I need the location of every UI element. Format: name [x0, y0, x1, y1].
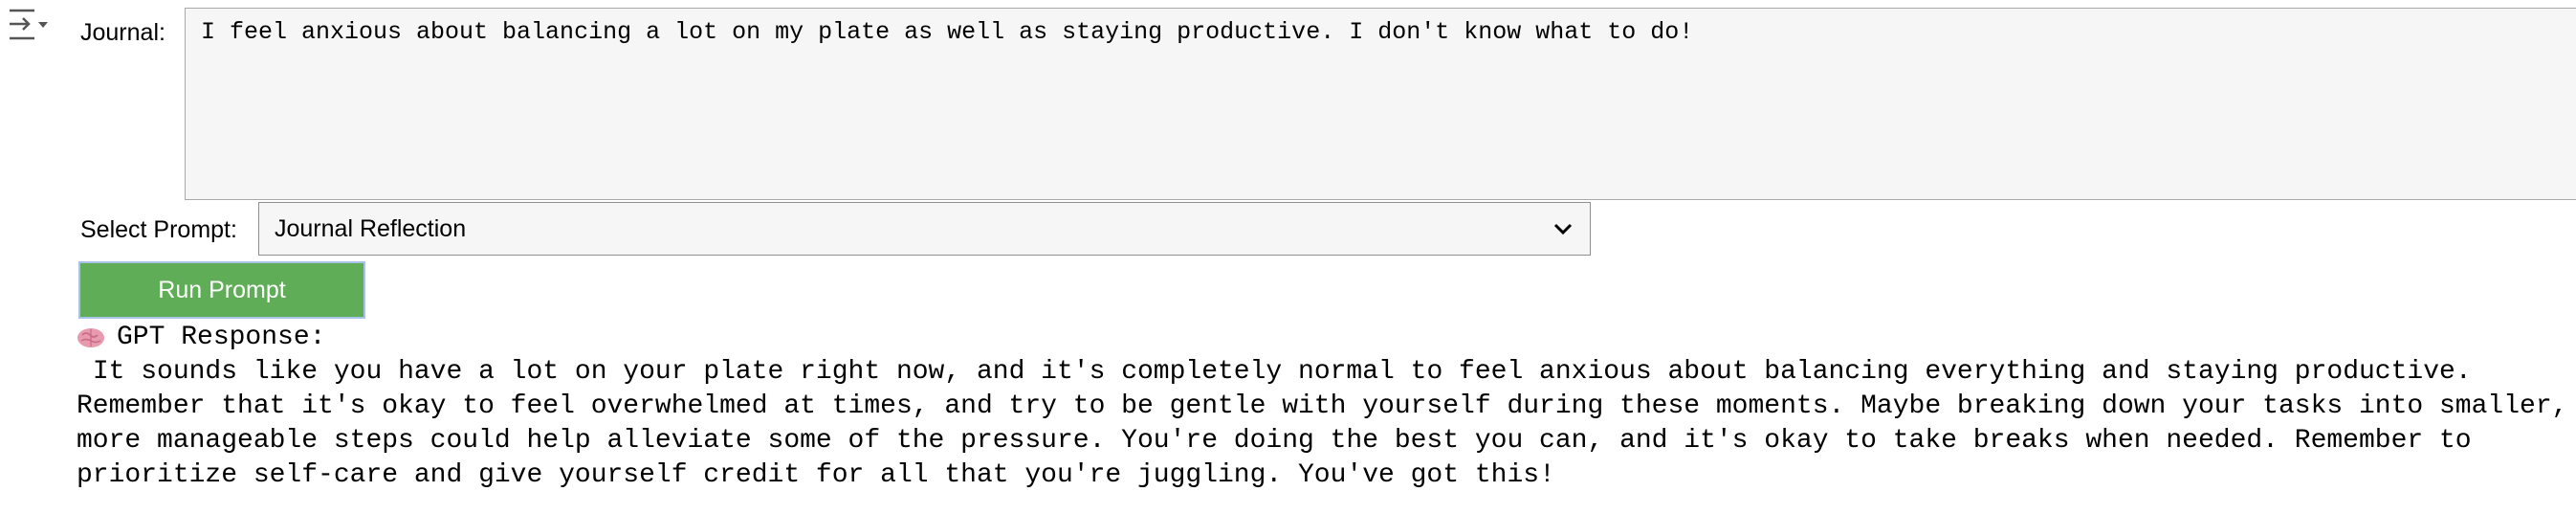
journal-input[interactable] — [185, 8, 2576, 200]
prompt-select[interactable] — [258, 202, 1591, 256]
run-prompt-button[interactable] — [78, 261, 365, 319]
chevron-down-icon — [1552, 217, 1574, 240]
response-line: more manageable steps could help alleviate some of the pressure. You're doing the best you can, and it's okay to take breaks when needed. Remember to — [77, 426, 2472, 456]
run-prompt-button-label: Run Prompt — [158, 276, 286, 303]
journal-label: Journal: — [80, 19, 165, 46]
brain-icon — [77, 326, 105, 349]
prompt-select-value: Journal Reflection — [275, 214, 467, 242]
response-header — [77, 323, 325, 352]
response-line: Remember that it's okay to feel overwhelmed at times, and try to be gentle with yourself during these moments. Maybe breaking down your tasks into smaller, — [77, 391, 2568, 421]
gpt-response-text — [77, 355, 2573, 493]
select-prompt-label: Select Prompt: — [80, 216, 237, 243]
response-line: It sounds like you have a lot on your plate right now, and it's completely normal to feel anxious about balancing everything and staying productive. — [77, 357, 2472, 387]
response-line: prioritize self-care and give yourself credit for all that you're juggling. You've got this! — [77, 460, 1555, 490]
collapse-toggle-icon[interactable] — [6, 6, 50, 46]
response-header-text: GPT Response: — [117, 323, 326, 352]
